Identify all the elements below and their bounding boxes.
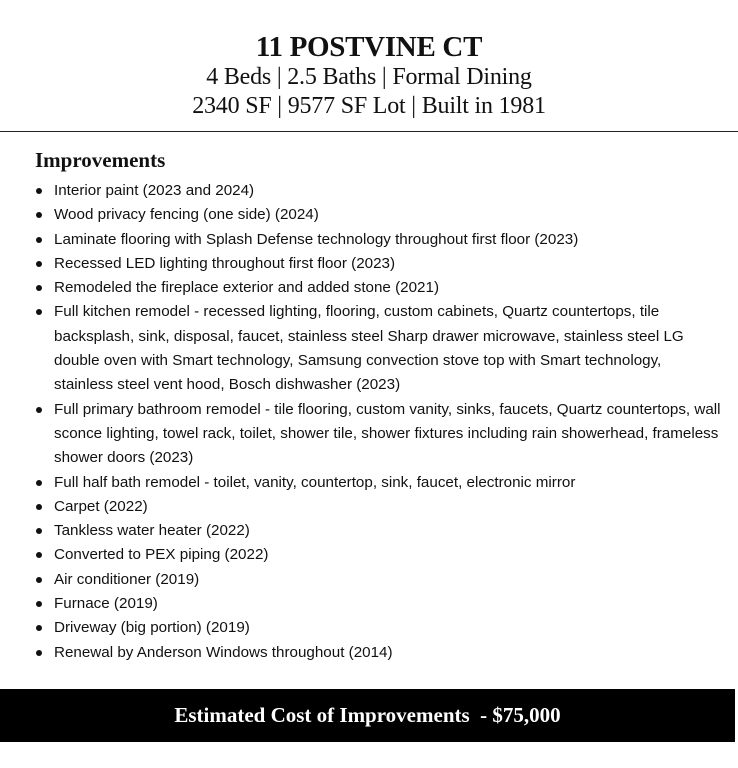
list-item: Full primary bathroom remodel - tile flooring, custom vanity, sinks, faucets, Quartz countertops, wall sconce lighting, towel rack, toilet, shower tile, shower fixtures including rain showerhead, frameless shower doors (2023) — [54, 398, 724, 471]
listing-header — [0, 0, 738, 132]
estimated-cost-text: Estimated Cost of Improvements - $75,000 — [174, 703, 561, 727]
list-item: Renewal by Anderson Windows throughout (2014) — [54, 641, 724, 665]
list-item: Full half bath remodel - toilet, vanity, countertop, sink, faucet, electronic mirror — [54, 471, 724, 495]
list-item: Remodeled the fireplace exterior and added stone (2021) — [54, 276, 724, 300]
list-item: Tankless water heater (2022) — [54, 519, 724, 543]
list-item: Laminate flooring with Splash Defense technology throughout first floor (2023) — [54, 228, 724, 252]
improvements-heading: Improvements — [35, 148, 166, 172]
property-details-line-2: 2340 SF | 9577 SF Lot | Built in 1981 — [192, 93, 546, 119]
list-item: Carpet (2022) — [54, 495, 724, 519]
list-item: Converted to PEX piping (2022) — [54, 543, 724, 567]
list-item: Interior paint (2023 and 2024) — [54, 179, 724, 203]
property-details-line-1: 4 Beds | 2.5 Baths | Formal Dining — [206, 64, 532, 90]
estimated-cost-banner — [0, 689, 735, 742]
list-item: Driveway (big portion) (2019) — [54, 616, 724, 640]
improvements-list — [54, 179, 724, 665]
list-item: Air conditioner (2019) — [54, 568, 724, 592]
property-address: 11 POSTVINE CT — [255, 31, 483, 63]
list-item: Wood privacy fencing (one side) (2024) — [54, 203, 724, 227]
list-item: Full kitchen remodel - recessed lighting, flooring, custom cabinets, Quartz countertops, tile backsplash, sink, disposal, faucet, stainless steel Sharp drawer microwave, stainless steel LG double oven with Smart technology, Samsung convection stove top with Smart technology, stainless steel vent hood, Bosch dishwasher (2023) — [54, 300, 724, 397]
list-item: Recessed LED lighting throughout first floor (2023) — [54, 252, 724, 276]
list-item: Furnace (2019) — [54, 592, 724, 616]
